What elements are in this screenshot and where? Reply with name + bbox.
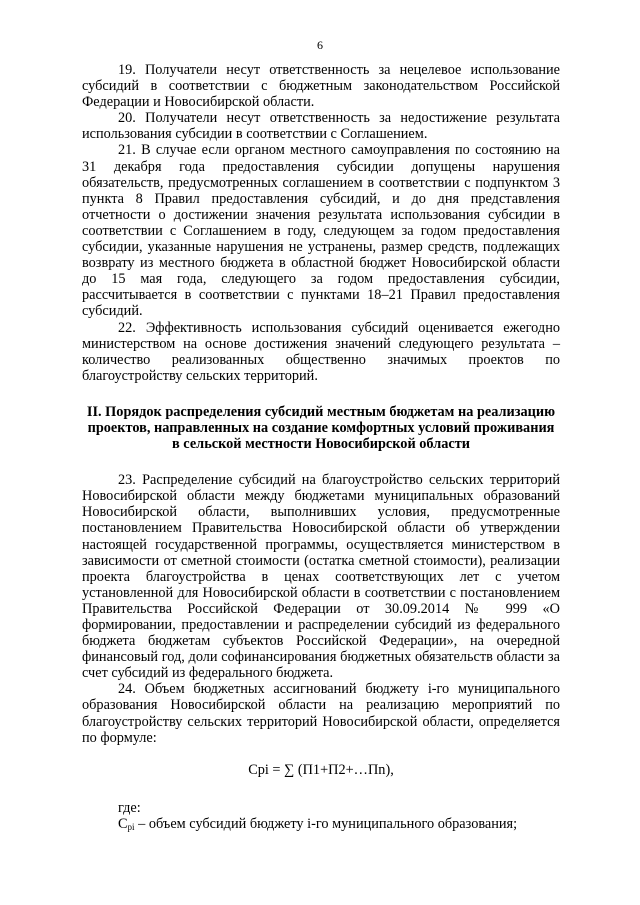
paragraph-20: 20. Получатели несут ответственность за недостижение результата использования субсидии в соответствии с Соглашением. (82, 110, 560, 143)
document-body (82, 62, 560, 835)
formula: Cpi = ∑ (П1+П2+…Пn), (248, 761, 394, 778)
paragraph-22: 22. Эффективность использования субсидий оценивается ежегодно министерством на основе достижения значений следующего результата – количество реализованных общественно значимых проектов по благоустройству сельских территорий. (82, 319, 560, 384)
page-number: 6 (317, 38, 323, 52)
definition-text: – объем субсидий бюджету i-го муниципального образования; (134, 815, 518, 832)
definition-symbol-subscript: pi (127, 821, 135, 832)
definition-symbol: С (118, 815, 128, 832)
where-label: где: (118, 799, 141, 816)
paragraph-23: 23. Распределение субсидий на благоустройство сельских территорий Новосибирской области между бюджетами муниципальных образований Новосибирской области, выполнивших условия, предусмотренные постановлением Правительства Новосибирской области об утверждении настоящей государственной программы, осуществляется министерством в зависимости от сметной стоимости (остатка сметной стоимости), реализации проекта благоустройства в ценах соответствующих лет с учетом установленной для Новосибирской области в соответствии с постановлением Правительства Российской Федерации от 30.09.2014 № 999 «О формировании, предоставлении и распределении субсидий из федерального бюджета бюджетам субъектов Российской Федерации», на очередной финансовый год, доли софинансирования бюджетных обязательств области за счет субсидий из федерального бюджета. (82, 472, 560, 682)
section-heading: II. Порядок распределения субсидий местным бюджетам на реализацию проектов, направленных на создание комфортных условий проживания в сельской местности Новосибирской области (86, 403, 556, 453)
paragraph-21: 21. В случае если органом местного самоуправления по состоянию на 31 декабря года предоставления субсидии допущены нарушения обязательств, предусмотренных соглашением в соответствии с подпунктом 3 пункта 8 Правил предоставления субсидий, и до дня представления отчетности о достижении значения результата использования субсидии в соответствии с Соглашением в году, следующем за годом предоставления субсидии, указанные нарушения не устранены, размер средств, подлежащих возврату из местного бюджета в областной бюджет Новосибирской области до 15 мая года, следующего за годом предоставления субсидии, рассчитывается в соответствии с пунктами 18–21 Правил предоставления субсидий. (82, 142, 560, 320)
paragraph-19: 19. Получатели несут ответственность за нецелевое использование субсидий в соответствии с бюджетным законодательством Российской Федерации и Новосибирской области. (82, 62, 560, 111)
definition-line (82, 816, 560, 835)
paragraph-24: 24. Объем бюджетных ассигнований бюджету i-го муниципального образования Новосибирской области на реализацию мероприятий по благоустройству сельских территорий Новосибирской области, определяется по формуле: (82, 681, 560, 746)
